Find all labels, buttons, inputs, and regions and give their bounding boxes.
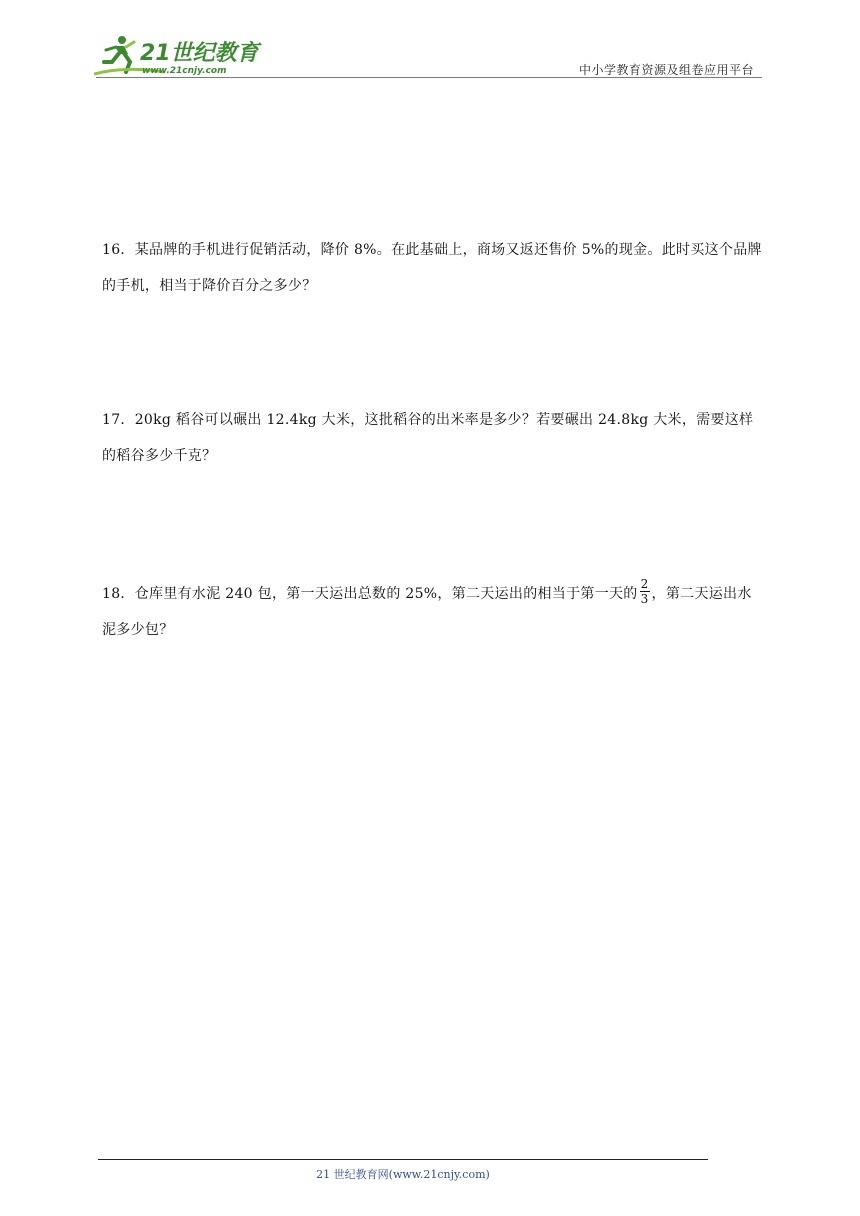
footer-link[interactable]: 21 世纪教育网(www.21cnjy.com) bbox=[316, 1168, 490, 1181]
question-number: 17． bbox=[102, 412, 135, 428]
question-17 bbox=[102, 402, 762, 474]
fraction bbox=[640, 578, 650, 605]
question-text: 20kg 稻谷可以碾出 12.4kg 大米，这批稻谷的出米率是多少？若要碾出 24.8kg 大米，需要这样的稻谷多少千克？ bbox=[102, 412, 754, 464]
page-footer bbox=[0, 1166, 860, 1182]
question-text-before: 仓库里有水泥 240 包，第一天运出总数的 25%，第二天运出的相当于第一天的 bbox=[134, 586, 638, 602]
fraction-denominator: 3 bbox=[640, 591, 649, 606]
question-number: 16． bbox=[102, 242, 135, 258]
svg-text:www.21cnjy.com: www.21cnjy.com bbox=[142, 66, 227, 76]
question-16 bbox=[102, 232, 762, 304]
header-divider bbox=[96, 77, 762, 78]
question-number: 18． bbox=[102, 586, 135, 602]
svg-text:21世纪教育: 21世纪教育 bbox=[140, 41, 259, 66]
footer-divider bbox=[98, 1159, 708, 1160]
question-text: 某品牌的手机进行促销活动，降价 8%。在此基础上，商场又返还售价 5%的现金。此时买这个品牌的手机，相当于降价百分之多少？ bbox=[102, 242, 762, 294]
site-logo bbox=[94, 32, 264, 78]
fraction-numerator: 2 bbox=[640, 576, 649, 591]
question-18 bbox=[102, 576, 762, 648]
question-text-after: ，第二天运出水泥多少包？ bbox=[102, 586, 752, 638]
platform-tagline: 中小学教育资源及组卷应用平台 bbox=[578, 63, 754, 77]
page-header bbox=[0, 0, 860, 80]
